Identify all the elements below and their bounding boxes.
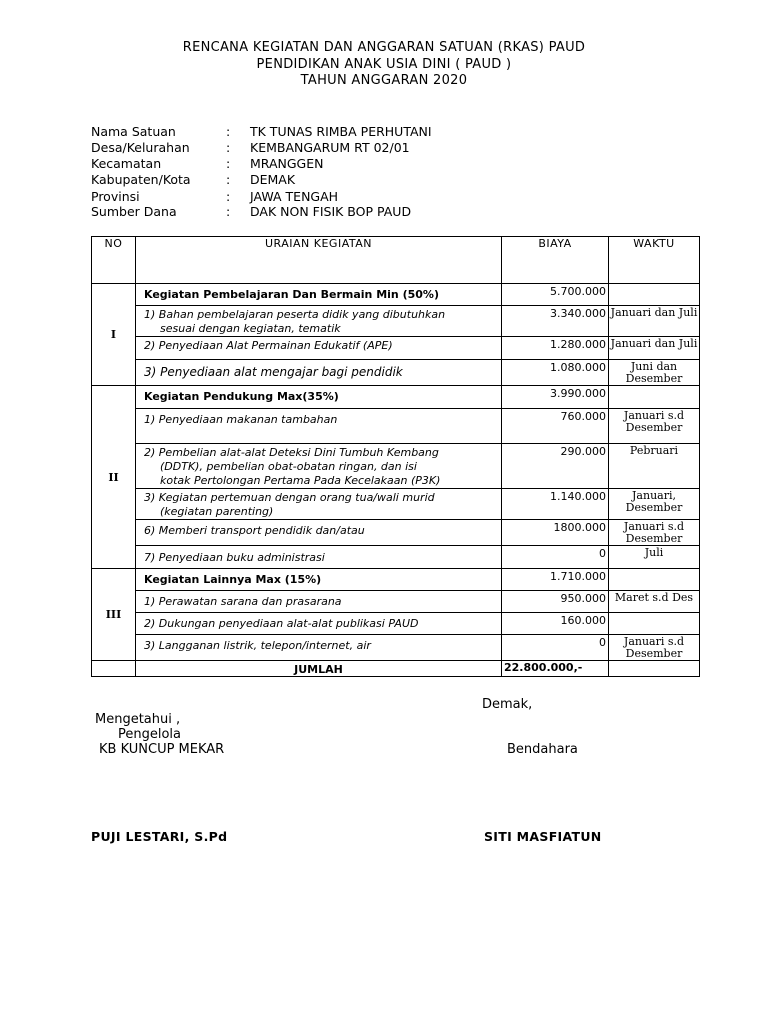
header-biaya: BIAYA bbox=[502, 237, 609, 284]
item-waktu bbox=[609, 360, 700, 386]
table-row bbox=[92, 591, 700, 613]
item-line: 1) Bahan pembelajaran peserta didik yang dibutuhkan bbox=[144, 308, 446, 321]
item-waktu bbox=[609, 591, 700, 613]
waktu-line: Januari s.d bbox=[623, 520, 685, 533]
info-value-kabupaten: DEMAK bbox=[250, 172, 296, 187]
item-biaya: 1800.000 bbox=[502, 520, 609, 546]
item-waktu bbox=[609, 546, 700, 569]
section-biaya: 3.990.000 bbox=[502, 386, 609, 409]
item-waktu bbox=[609, 635, 700, 661]
table-row bbox=[92, 306, 700, 337]
item-biaya: 160.000 bbox=[502, 613, 609, 635]
waktu-line: Desember bbox=[625, 421, 683, 434]
item-description bbox=[136, 520, 502, 546]
manager-name: PUJI LESTARI, S.Pd bbox=[91, 829, 228, 844]
item-line: 1) Perawatan sarana dan prasarana bbox=[144, 595, 342, 608]
section-number: III bbox=[92, 569, 136, 661]
item-biaya: 1.280.000 bbox=[502, 337, 609, 360]
item-description bbox=[136, 444, 502, 489]
table-row bbox=[92, 489, 700, 520]
table-row bbox=[92, 613, 700, 635]
item-waktu bbox=[609, 613, 700, 635]
item-line: 3) Kegiatan pertemuan dengan orang tua/wali murid bbox=[144, 491, 435, 504]
info-value-desa: KEMBANGARUM RT 02/01 bbox=[250, 140, 410, 155]
table-header-row bbox=[92, 237, 700, 284]
info-colon: : bbox=[226, 172, 231, 187]
item-description bbox=[136, 546, 502, 569]
info-value-kecamatan: MRANGGEN bbox=[250, 156, 324, 171]
waktu-line: Januari s.d bbox=[623, 635, 685, 648]
item-line: sesuai dengan kegiatan, tematik bbox=[160, 322, 341, 335]
item-waktu bbox=[609, 444, 700, 489]
waktu-line: Januari dan Juli bbox=[610, 337, 698, 350]
header-uraian: URAIAN KEGIATAN bbox=[136, 237, 502, 284]
section-title: Kegiatan Pendukung Max(35%) bbox=[136, 386, 502, 409]
treasurer-role: Bendahara bbox=[507, 742, 578, 757]
table-row bbox=[92, 337, 700, 360]
item-biaya: 3.340.000 bbox=[502, 306, 609, 337]
institution-name: KB KUNCUP MEKAR bbox=[99, 742, 225, 757]
info-label-kecamatan: Kecamatan bbox=[91, 156, 162, 171]
table-row bbox=[92, 409, 700, 444]
waktu-line: Desember bbox=[625, 647, 683, 660]
item-line: (kegiatan parenting) bbox=[160, 505, 274, 518]
item-description bbox=[136, 409, 502, 444]
section-title: Kegiatan Lainnya Max (15%) bbox=[136, 569, 502, 591]
item-description bbox=[136, 489, 502, 520]
info-colon: : bbox=[226, 124, 231, 139]
item-line: 6) Memberi transport pendidik dan/atau bbox=[144, 524, 365, 537]
waktu-line: Desember bbox=[625, 532, 683, 545]
waktu-line: Pebruari bbox=[629, 444, 679, 457]
document-year: TAHUN ANGGARAN 2020 bbox=[300, 73, 468, 88]
waktu-line: Januari dan Juli bbox=[610, 306, 698, 319]
section-waktu bbox=[609, 569, 700, 591]
table-row bbox=[92, 546, 700, 569]
info-colon: : bbox=[226, 189, 231, 204]
item-waktu bbox=[609, 306, 700, 337]
table-row bbox=[92, 444, 700, 489]
item-description bbox=[136, 613, 502, 635]
waktu-line: Desember bbox=[625, 501, 683, 514]
section-number: I bbox=[92, 284, 136, 386]
section-waktu bbox=[609, 284, 700, 306]
section-row bbox=[92, 569, 700, 591]
item-description bbox=[136, 306, 502, 337]
section-biaya: 1.710.000 bbox=[502, 569, 609, 591]
acknowledgement-label: Mengetahui , bbox=[95, 712, 181, 727]
total-value: 22.800.000,- bbox=[502, 661, 609, 677]
table-row bbox=[92, 635, 700, 661]
info-colon: : bbox=[226, 156, 231, 171]
header-waktu: WAKTU bbox=[609, 237, 700, 284]
item-biaya: 290.000 bbox=[502, 444, 609, 489]
item-description bbox=[136, 591, 502, 613]
place-date: Demak, bbox=[482, 697, 533, 712]
info-label-provinsi: Provinsi bbox=[91, 189, 140, 204]
document-subtitle: PENDIDIKAN ANAK USIA DINI ( PAUD ) bbox=[256, 57, 512, 72]
item-line: 2) Penyediaan Alat Permainan Edukatif (APE) bbox=[144, 339, 393, 352]
total-row bbox=[92, 661, 700, 677]
waktu-line: Desember bbox=[625, 372, 683, 385]
item-biaya: 950.000 bbox=[502, 591, 609, 613]
info-value-sumber-dana: DAK NON FISIK BOP PAUD bbox=[250, 204, 412, 219]
item-waktu bbox=[609, 520, 700, 546]
item-line: 2) Pembelian alat-alat Deteksi Dini Tumbuh Kembang bbox=[144, 446, 439, 459]
info-colon: : bbox=[226, 140, 231, 155]
document-title: RENCANA KEGIATAN DAN ANGGARAN SATUAN (RKAS) PAUD bbox=[182, 40, 586, 55]
item-description bbox=[136, 360, 502, 386]
section-row bbox=[92, 386, 700, 409]
item-line: 2) Dukungan penyediaan alat-alat publikasi PAUD bbox=[144, 617, 419, 630]
info-value-nama-satuan: TK TUNAS RIMBA PERHUTANI bbox=[250, 124, 432, 139]
item-biaya: 1.140.000 bbox=[502, 489, 609, 520]
section-title: Kegiatan Pembelajaran Dan Bermain Min (50%) bbox=[136, 284, 502, 306]
header-no: NO bbox=[92, 237, 136, 284]
item-line: 7) Penyediaan buku administrasi bbox=[144, 551, 325, 564]
item-biaya: 1.080.000 bbox=[502, 360, 609, 386]
manager-role: Pengelola bbox=[118, 727, 182, 742]
total-no-cell bbox=[92, 661, 136, 677]
waktu-line: Januari, bbox=[632, 489, 676, 502]
item-description bbox=[136, 635, 502, 661]
section-row bbox=[92, 284, 700, 306]
info-label-sumber-dana: Sumber Dana bbox=[91, 204, 177, 219]
info-label-desa: Desa/Kelurahan bbox=[91, 140, 190, 155]
item-waktu bbox=[609, 337, 700, 360]
section-number: II bbox=[92, 386, 136, 569]
item-line: 1) Penyediaan makanan tambahan bbox=[144, 413, 338, 426]
info-label-kabupaten: Kabupaten/Kota bbox=[91, 172, 191, 187]
budget-table bbox=[91, 236, 700, 677]
item-line: 3) Langganan listrik, telepon/internet, air bbox=[144, 639, 371, 652]
total-label: JUMLAH bbox=[136, 661, 502, 677]
item-waktu bbox=[609, 489, 700, 520]
treasurer-name: SITI MASFIATUN bbox=[484, 829, 602, 844]
item-waktu bbox=[609, 409, 700, 444]
waktu-line: Juli bbox=[644, 546, 664, 559]
table-row bbox=[92, 360, 700, 386]
item-line: 3) Penyediaan alat mengajar bagi pendidik bbox=[144, 365, 403, 379]
total-waktu-cell bbox=[609, 661, 700, 677]
info-label-nama-satuan: Nama Satuan bbox=[91, 124, 176, 139]
item-biaya: 760.000 bbox=[502, 409, 609, 444]
table-row bbox=[92, 520, 700, 546]
info-value-provinsi: JAWA TENGAH bbox=[250, 189, 339, 204]
item-description bbox=[136, 337, 502, 360]
info-colon: : bbox=[226, 204, 231, 219]
waktu-line: Juni dan bbox=[630, 360, 678, 373]
item-line: (DDTK), pembelian obat-obatan ringan, dan isi bbox=[160, 460, 417, 473]
section-waktu bbox=[609, 386, 700, 409]
item-biaya: 0 bbox=[502, 546, 609, 569]
waktu-line: Januari s.d bbox=[623, 409, 685, 422]
waktu-line: Maret s.d Des bbox=[614, 591, 694, 604]
item-biaya: 0 bbox=[502, 635, 609, 661]
item-line: kotak Pertolongan Pertama Pada Kecelakaan (P3K) bbox=[160, 474, 441, 487]
section-biaya: 5.700.000 bbox=[502, 284, 609, 306]
